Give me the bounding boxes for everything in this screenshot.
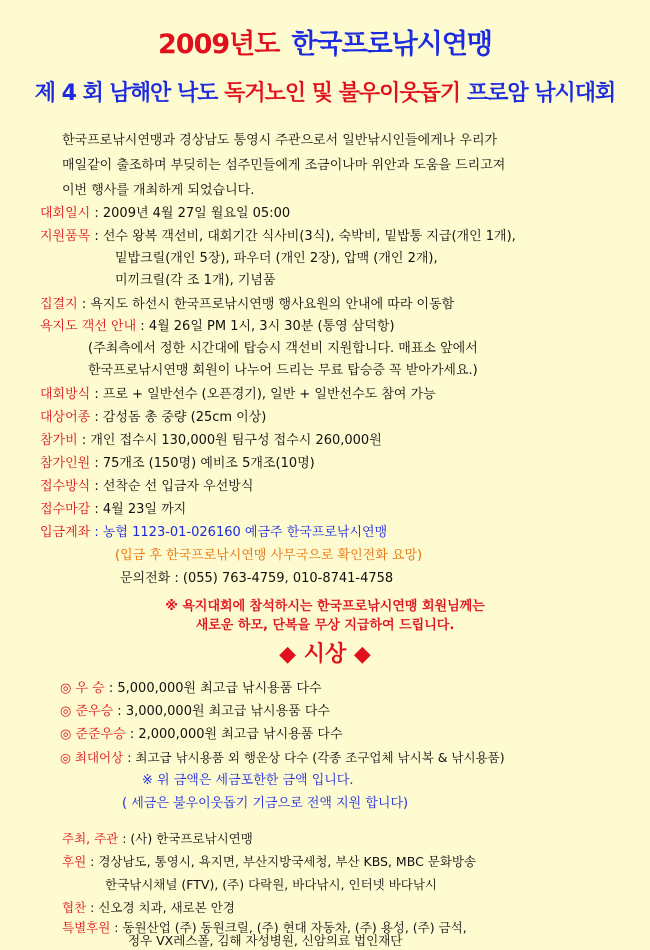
detail-value: : 2009년 4월 27일 월요일 05:00 xyxy=(90,206,291,221)
detail-support-line: 밑밥크릴(개인 5장), 파우더 (개인 2장), 압맥 (개인 2개), xyxy=(115,251,438,266)
award-mark: ◎ xyxy=(60,681,72,696)
title-year: 2009년도 xyxy=(158,29,280,60)
account-note: (입금 후 한국프로낚시연맹 사무국으로 확인전화 요망) xyxy=(115,548,423,563)
sponsor-label: 협찬 xyxy=(62,900,87,915)
member-notice: ※ 욕지대회에 참석하시는 한국프로낚시연맹 회원님께는 xyxy=(165,599,485,614)
sponsor-special-line: 정우 VX레스폴, 김해 자성병원, 신암의료 법인재단 xyxy=(128,933,403,948)
detail-label: 대회일시 xyxy=(40,206,91,221)
intro-paragraph xyxy=(62,128,622,203)
detail-value: : 75개조 (150명) 예비조 5개조(10명) xyxy=(90,456,315,471)
awards-title: ◆ 시상 ◆ xyxy=(279,642,371,667)
detail-support-line: 미끼크릴(각 조 1개), 기념품 xyxy=(115,273,276,288)
contact-phone: 문의전화 : (055) 763-4759, 010-8741-4758 xyxy=(120,571,394,586)
sponsor-label: 주최, 주관 xyxy=(62,831,119,846)
sponsor-label: 후원 xyxy=(62,854,87,869)
sponsor-label: 특별후원 xyxy=(62,920,111,935)
sponsor-cosponsor xyxy=(62,899,235,917)
detail-value: : 선착순 선 입금자 우선방식 xyxy=(90,479,254,494)
detail-account xyxy=(40,524,387,542)
detail-label: 지원품목 xyxy=(40,229,91,244)
detail-label: 대상어종 xyxy=(40,410,91,425)
intro-line: 이번 행사를 개최하게 되었습니다. xyxy=(62,183,255,198)
detail-gathering xyxy=(40,296,454,314)
member-notice: 새로운 하모, 단복을 무상 지급하여 드립니다. xyxy=(195,618,455,633)
award-value: : 3,000,000원 최고급 낚시용품 다수 xyxy=(113,704,330,719)
detail-label: 입금계좌 xyxy=(40,525,91,540)
subtitle-part2: 독거노인 및 불우이웃돕기 xyxy=(224,81,461,106)
intro-line: 매일같이 출조하며 부딪히는 섬주민들에게 조금이나마 위안과 도움을 드리고져 xyxy=(62,158,506,173)
detail-value: : 감성돔 총 중량 (25cm 이상) xyxy=(90,410,267,425)
event-title xyxy=(0,22,650,61)
intro-line: 한국프로낚시연맹과 경상남도 통영시 주관으로서 일반낚시인들에게나 우리가 xyxy=(62,133,498,148)
award-winner xyxy=(60,680,322,698)
ferry-note: (주최측에서 정한 시간대에 탑승시 객선비 지원합니다. 매표소 앞에서 xyxy=(88,341,478,356)
detail-label: 접수마감 xyxy=(40,502,91,517)
award-runner-up xyxy=(60,703,330,721)
sponsor-value: : 신오경 치과, 새로본 안경 xyxy=(86,900,235,915)
sponsor-value: : 동원산업 (주) 동원크릴, (주) 현대 자동차, (주) 용성, (주) 금석, xyxy=(110,920,467,935)
detail-species xyxy=(40,409,266,427)
detail-value: : 개인 접수시 130,000원 팀구성 접수시 260,000원 xyxy=(77,433,382,448)
award-label: 준준우승 xyxy=(75,727,126,742)
detail-value: : 선수 왕복 객선비, 대회기간 식사비(3식), 숙박비, 밑밥통 지급(개인 1개), xyxy=(90,229,516,244)
tax-note: ( 세금은 불우이웃돕기 기금으로 전액 지원 합니다) xyxy=(122,796,409,811)
tax-note: ※ 위 금액은 세금포한한 금액 입니다. xyxy=(142,773,354,788)
award-value: : 5,000,000원 최고급 낚시용품 다수 xyxy=(104,681,322,696)
sponsor-support-line: 한국낚시채널 (FTV), (주) 다락원, 바다낚시, 인터넷 바다낚시 xyxy=(105,877,437,892)
detail-ferry xyxy=(40,318,395,336)
award-value: : 최고급 낚시용품 외 행운상 다수 (각종 조구업체 낚시복 & 낚시용품) xyxy=(123,750,505,765)
award-mark: ◎ xyxy=(60,727,72,742)
award-value: : 2,000,000원 최고급 낚시용품 다수 xyxy=(125,727,343,742)
award-label: 준우승 xyxy=(75,704,114,719)
detail-label: 접수방식 xyxy=(40,479,91,494)
award-biggest-fish xyxy=(60,749,505,767)
detail-participants xyxy=(40,455,315,473)
detail-fee xyxy=(40,432,382,450)
detail-deadline xyxy=(40,501,186,519)
ferry-note: 한국프로낚시연맹 회원이 나누어 드리는 무료 탑승증 꼭 받아가세요.) xyxy=(88,363,478,378)
award-label: 우 승 xyxy=(75,681,105,696)
detail-value: : 프로 + 일반선수 (오픈경기), 일반 + 일반선수도 참여 가능 xyxy=(90,387,436,402)
detail-reception xyxy=(40,478,253,496)
sponsor-host xyxy=(62,830,253,848)
award-third xyxy=(60,726,343,744)
subtitle-part1: 제 4 회 남해안 낙도 xyxy=(34,81,225,106)
detail-label: 참가비 xyxy=(40,433,78,448)
title-org: 한국프로낚시연맹 xyxy=(291,29,492,60)
detail-value: : 4월 23일 까지 xyxy=(90,502,187,517)
account-value: : 농협 1123-01-026160 예금주 한국프로낚시연맹 xyxy=(90,525,388,540)
award-label: 최대어상 xyxy=(74,750,124,765)
detail-support xyxy=(40,228,516,246)
sponsor-support xyxy=(62,853,476,871)
sponsor-value: : (사) 한국프로낚시연맹 xyxy=(118,831,253,846)
detail-method xyxy=(40,386,436,404)
detail-value: : 욕지도 하선시 한국프로낚시연맹 행사요원의 안내에 따라 이동함 xyxy=(77,297,455,312)
sponsor-value: : 경상남도, 통영시, 욕지면, 부산지방국세청, 부산 KBS, MBC 문화방송 xyxy=(86,854,477,869)
detail-label: 집결지 xyxy=(40,297,78,312)
detail-date xyxy=(40,205,290,223)
detail-label: 대회방식 xyxy=(40,387,91,402)
detail-label: 욕지도 객선 안내 xyxy=(40,319,137,334)
subtitle-part3: 프로암 낚시대회 xyxy=(460,81,616,106)
award-mark: ◎ xyxy=(60,704,72,719)
award-mark: ◎ xyxy=(60,750,71,765)
detail-label: 참가인원 xyxy=(40,456,91,471)
detail-value: : 4월 26일 PM 1시, 3시 30분 (통영 삼덕항) xyxy=(136,319,395,334)
event-subtitle xyxy=(0,76,650,107)
